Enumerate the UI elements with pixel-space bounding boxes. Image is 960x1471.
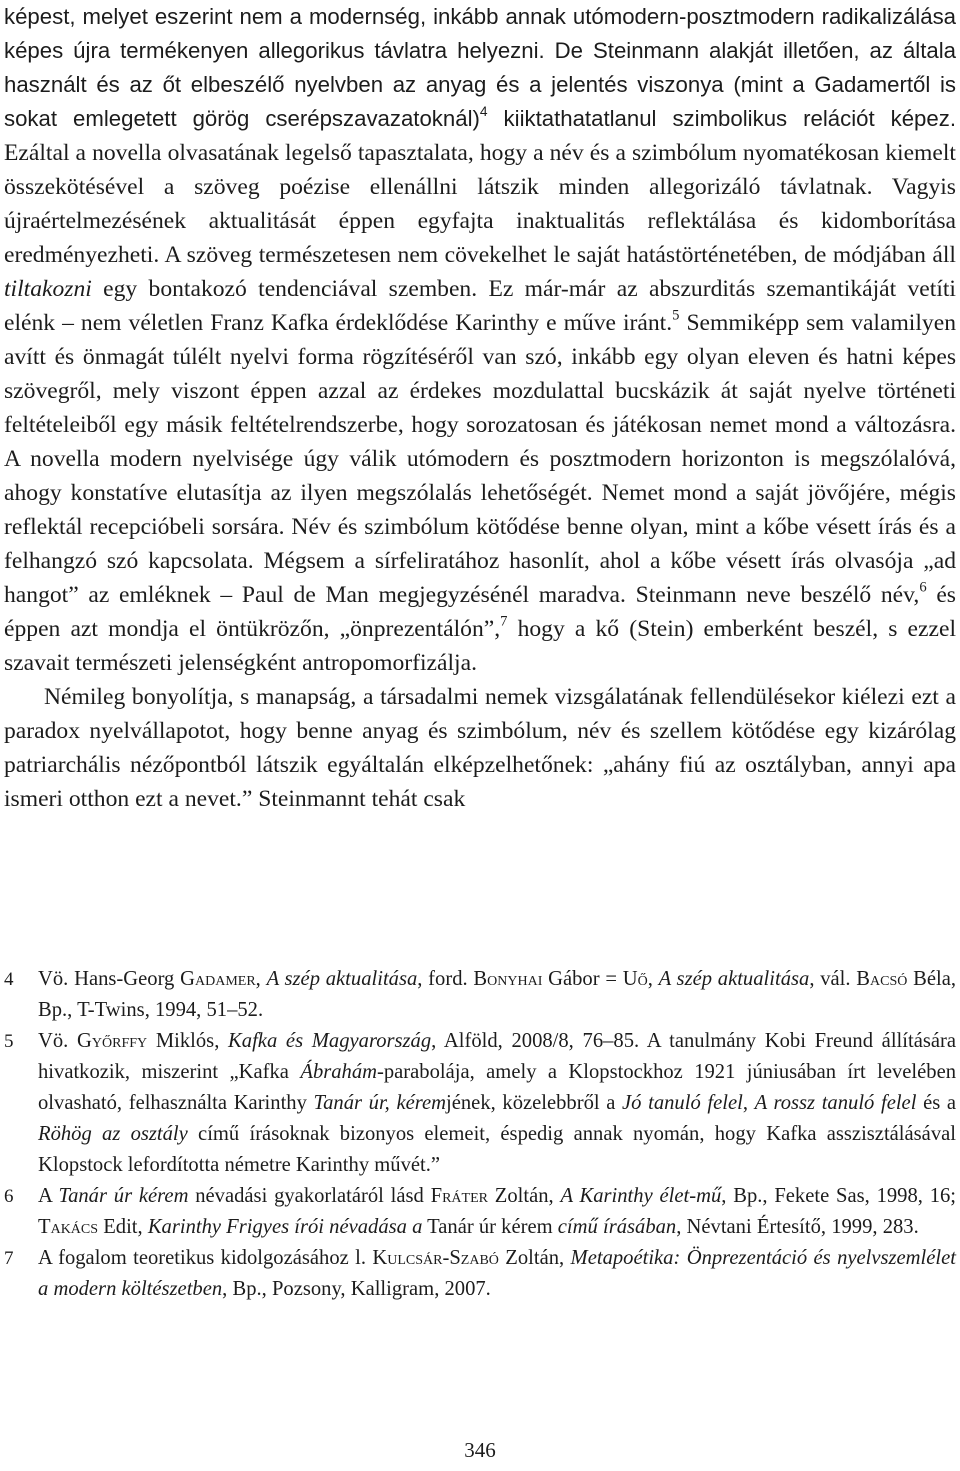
author-name: Takács — [38, 1216, 99, 1238]
book-title: A szép aktualitása — [266, 968, 418, 990]
text-run: , — [742, 1092, 755, 1114]
footnote-text — [38, 1243, 956, 1305]
footnote-ref-5[interactable]: 5 — [672, 307, 680, 324]
article-title: című írásában — [557, 1216, 677, 1238]
text-run: című írásoknak bizonyos elemeit, éspedig annak nyomán, hogy Kafka asszisztálásával Klopstock lefordította németre Karinthy művét.” — [38, 1123, 956, 1176]
work-title: A rossz tanuló felel — [754, 1092, 917, 1114]
text-run: , Bp., Fekete Sas, 1998, 16; — [721, 1185, 957, 1207]
text-run: névadási gyakorlatáról lásd — [188, 1185, 431, 1207]
text-run: Vö. — [38, 1030, 78, 1052]
author-name: Bonyhai — [473, 968, 543, 990]
footnote-ref-4[interactable]: 4 — [479, 104, 488, 120]
footnote-5 — [4, 1026, 956, 1181]
author-name: Kulcsár-Szabó — [372, 1247, 499, 1269]
text-run: , vál. — [809, 968, 857, 990]
book-title: A szép aktualitása — [658, 968, 810, 990]
main-text — [4, 0, 956, 816]
text-run: Gábor = — [542, 968, 623, 990]
footnote-6 — [4, 1181, 956, 1243]
paragraph-1 — [4, 0, 956, 680]
text-run: A — [38, 1185, 59, 1207]
text-run: , Névtani Értesítő, 1999, 283. — [676, 1216, 919, 1238]
text-run: és a — [916, 1092, 956, 1114]
text-run: képest, melyet eszerint nem a modernség, inkább annak utómodern-posztmodern radikalizálása képes újra termékenyen allegorikus távlatra helyezni. De Steinmann alakját illetően, az általa használt és az őt elbeszélő nyelvben az anyag és a jelentés viszonya (mint a Gadamertől is sokat emlegetett görög cserépszavazatoknál) — [4, 4, 956, 131]
footnote-number: 4 — [4, 969, 14, 990]
text-run: Zoltán, — [498, 1247, 571, 1269]
work-title: Röhög az osztály — [38, 1123, 188, 1145]
paragraph-2: Némileg bonyolítja, s manapság, a társadalmi nemek vizsgálatának fellendülésekor kiélezi ezt a paradox nyelvállapotot, hogy benne anyag és szimbólum, név és szellem kötődése egy kizárólag patriarchális nézőpontból látszik egyáltalán elképzelhetőnek: „ahány fiú az osztályban, annyi apa ismeri otthon ezt a nevet.” Steinmannt tehát csak — [4, 684, 956, 812]
footnote-ref-7[interactable]: 7 — [500, 613, 508, 630]
work-title: Jó tanuló felel — [622, 1092, 743, 1114]
text-run: és éppen azt mondja el öntükrözőn, „önprezentálón”, — [4, 582, 956, 642]
footnote-text — [38, 964, 956, 1026]
text-run: Zoltán, — [487, 1185, 561, 1207]
text-run: Ezáltal a novella olvasatának legelső tapasztalata, hogy a név és a szimbólum nyomatékosan kiemelt összekötésével a szöveg poézise ellenállni látszik minden allegorizáló távlatnak. Vagyis újraértelmezésének aktualitását éppen egyfajta inaktualitás reflektálása és kidomborítása eredményezheti. A szöveg természetesen nem cövekelhet le saját hatástörténetében, de módjában áll — [4, 140, 956, 268]
author-name: Uő — [622, 968, 648, 990]
text-run: , — [647, 968, 659, 990]
text-run: , Bp., Pozsony, Kalligram, 2007. — [222, 1278, 491, 1300]
text-run: A fogalom teoretikus kidolgozásához l. — [38, 1247, 373, 1269]
book-title: A Karinthy élet-mű — [560, 1185, 722, 1207]
footnote-4 — [4, 964, 956, 1026]
book-title: Kafka és Magyarország — [228, 1030, 432, 1052]
footnote-text — [38, 1026, 956, 1181]
footnote-ref-6[interactable]: 6 — [919, 579, 927, 596]
text-run: Edit, — [98, 1216, 148, 1238]
page-number: 346 — [464, 1438, 496, 1462]
footnote-number: 7 — [4, 1248, 14, 1269]
footnote-number: 6 — [4, 1186, 14, 1207]
author-name: Gadamer — [180, 968, 256, 990]
text-run: Miklós, — [147, 1030, 229, 1052]
text-run: egy bontakozó tendenciával szemben. Ez már-már az abszurditás szemantikáját vetíti elénk – nem véletlen Franz Kafka érdeklődése Karinthy e műve iránt. — [4, 276, 956, 336]
text-run: Béla, Bp., T-Twins, 1994, 51–52. — [38, 968, 957, 1021]
footnote-7 — [4, 1243, 956, 1305]
text-run: jének, közelebbről a — [446, 1092, 623, 1114]
article-title: Karinthy Frigyes írói névadása a — [147, 1216, 423, 1238]
work-title: Tanár úr, kérem — [313, 1092, 447, 1114]
work-title: Tanár úr kérem — [58, 1185, 189, 1207]
text-run: -parabolája, amely a Klopstockhoz 1921 júniusában írt levelében olvasható, felhasználta Karinthy — [38, 1061, 957, 1114]
text-run: Tanár úr kérem — [422, 1216, 558, 1238]
paragraph-1-sans-part — [4, 4, 956, 131]
author-name: Fráter — [430, 1185, 488, 1207]
text-run: Semmiképp sem valamilyen avítt és önmagát túlélt nyelvi forma rögzítéséről van szó, inkább egy olyan eleven és hatni képes szövegről, mely viszont éppen azzal az érdekes mozdulattal bucskázik át saját nyelve történeti feltételeiből egy másik feltételrendszerbe, hogy sorozatosan és játékosan nemet mond a változásra. A novella modern nyelvisége úgy válik utómodern és posztmodern horizonton is megszólalóvá, ahogy konstatíve elutasítja az ilyen megszólalás lehetőségét. Nemet mond a saját jövőjére, mégis reflektál recepcióbeli sorsára. Név és szimbólum kötődése benne olyan, mint a kőbe vésett írás és a felhangzó szó kapcsolata. Mégsem a sírfeliratához hasonlít, ahol a kőbe vésett írás olvasója „ad hangot” az emléknek – Paul de Man megjegyzésénél maradva. Steinmann neve beszélő név, — [4, 310, 956, 608]
footnotes — [4, 964, 956, 1305]
text-run: kiiktathatatlanul szimbolikus relációt képez. — [487, 106, 956, 131]
work-title: Ábrahám — [300, 1061, 378, 1083]
author-name: Győrffy — [77, 1030, 148, 1052]
text-run: , Alföld, 2008/8, 76–85. A tanulmány Kobi Freund állítására hivatkozik, miszerint „Kafka — [38, 1030, 957, 1083]
book-title: Metapoétika: Önprezentáció és nyelvszemlélet a modern költészetben — [38, 1247, 956, 1300]
text-run: , ford. — [417, 968, 474, 990]
author-name: Bacsó — [856, 968, 908, 990]
footnote-number: 5 — [4, 1031, 14, 1052]
text-run: hogy a kő (Stein) emberként beszél, s ezzel szavait természeti jelenségként antropomorfizálja. — [4, 616, 956, 676]
footnote-text — [38, 1181, 956, 1243]
text-run: Vö. Hans-Georg — [38, 968, 181, 990]
text-run: , — [255, 968, 267, 990]
emphasis: tiltakozni — [4, 276, 92, 302]
